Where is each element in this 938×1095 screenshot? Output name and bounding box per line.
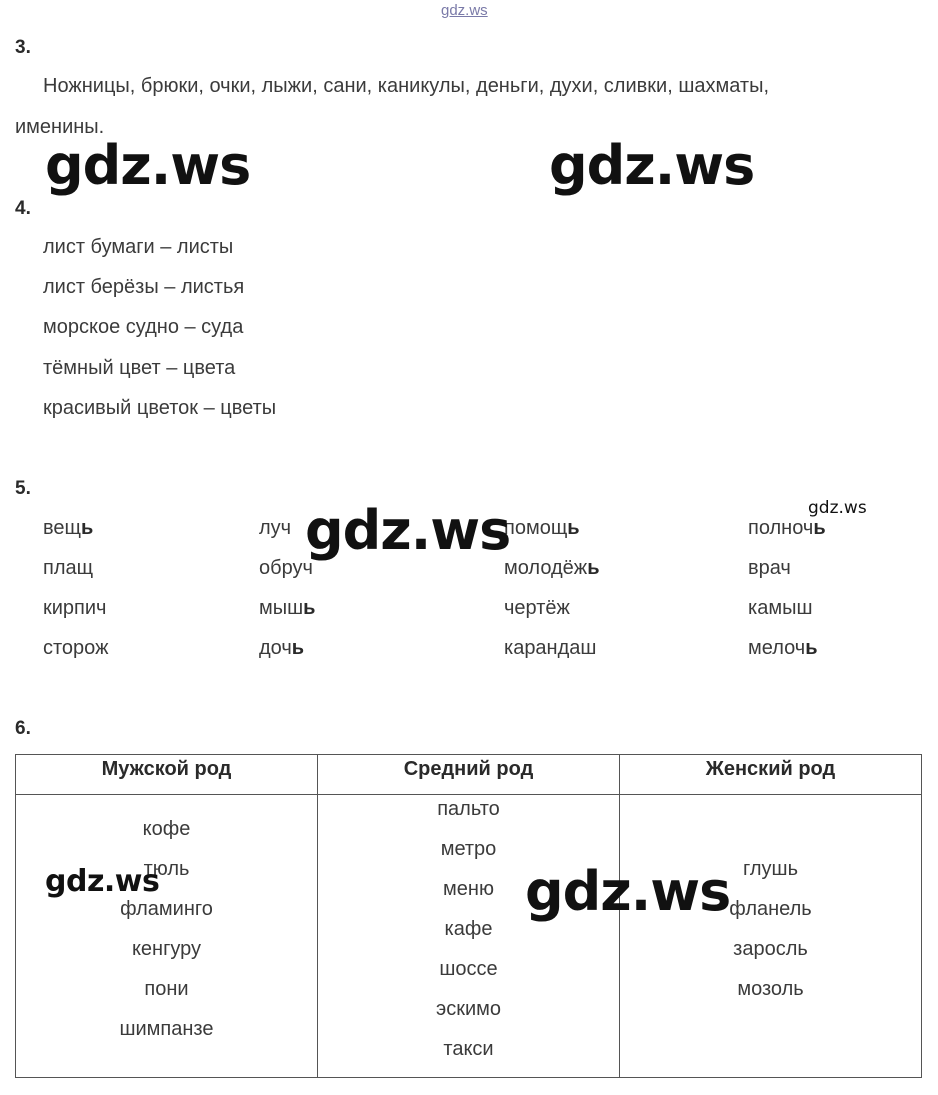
neuter-word: эскимо xyxy=(436,998,501,1020)
masculine-word: тюль xyxy=(143,858,190,880)
task-5-word: камыш xyxy=(748,597,813,619)
task-5-word: дочь xyxy=(259,637,305,659)
task-5-word: сторож xyxy=(43,637,109,659)
task-4-line: красивый цветок – цветы xyxy=(43,397,277,419)
task-5-word: помощь xyxy=(504,517,580,539)
task-4-number: 4. xyxy=(15,198,31,219)
header-neuter: Средний род xyxy=(318,755,620,795)
masculine-word: фламинго xyxy=(120,898,213,920)
task-6-number: 6. xyxy=(15,718,31,739)
header-masculine: Мужской род xyxy=(16,755,318,795)
gender-table xyxy=(15,754,922,1078)
neuter-word: такси xyxy=(443,1038,494,1060)
task-5-word: кирпич xyxy=(43,597,107,619)
masculine-word: кофе xyxy=(142,818,191,840)
watermark-big-2: gdz.ws xyxy=(549,134,755,197)
feminine-word: мозоль xyxy=(737,978,804,1000)
watermark-top: gdz.ws xyxy=(441,2,488,19)
task-4-line: лист бумаги – листы xyxy=(43,236,234,258)
feminine-word: заросль xyxy=(733,938,808,960)
watermark-big-3: gdz.ws xyxy=(305,499,511,562)
watermark-small: gdz.ws xyxy=(808,498,867,518)
watermark-big-4: gdz.ws xyxy=(525,860,731,923)
task-5-word: луч xyxy=(259,517,292,539)
neuter-word: меню xyxy=(443,878,494,900)
task-5-word: плащ xyxy=(43,557,94,579)
feminine-word: глушь xyxy=(743,858,798,880)
feminine-cell xyxy=(620,795,922,1078)
task-3-line-2: именины. xyxy=(15,116,105,138)
neuter-word: пальто xyxy=(437,798,500,820)
task-5-word: полночь xyxy=(748,517,826,539)
feminine-word: фланель xyxy=(729,898,812,920)
masculine-word: пони xyxy=(144,978,189,1000)
masculine-word: кенгуру xyxy=(131,938,202,960)
watermark-big-1: gdz.ws xyxy=(45,134,251,197)
task-3-line-1: Ножницы, брюки, очки, лыжи, сани, каникулы, деньги, духи, сливки, шахматы, xyxy=(43,75,770,97)
neuter-cell xyxy=(318,795,620,1078)
task-5-number: 5. xyxy=(15,478,31,499)
neuter-word: метро xyxy=(440,838,497,860)
task-5-word: врач xyxy=(748,557,791,579)
watermark-mid: gdz.ws xyxy=(45,864,160,899)
masculine-word: шимпанзе xyxy=(119,1018,214,1040)
task-5-word: вещь xyxy=(43,517,94,539)
task-4-line: морское судно – суда xyxy=(43,316,244,338)
task-5-word: молодёжь xyxy=(504,557,600,579)
task-5-word: мелочь xyxy=(748,637,818,659)
task-4-line: лист берёзы – листья xyxy=(43,276,245,298)
task-5-word: обруч xyxy=(259,557,313,579)
task-5-word: карандаш xyxy=(504,637,597,659)
task-4-line: тёмный цвет – цвета xyxy=(43,357,236,379)
neuter-word: шоссе xyxy=(439,958,498,980)
masculine-cell xyxy=(16,795,318,1078)
header-feminine: Женский род xyxy=(620,755,922,795)
task-5-word: мышь xyxy=(259,597,316,619)
neuter-word: кафе xyxy=(444,918,493,940)
task-3-number: 3. xyxy=(15,37,31,58)
task-5-word: чертёж xyxy=(504,597,570,619)
